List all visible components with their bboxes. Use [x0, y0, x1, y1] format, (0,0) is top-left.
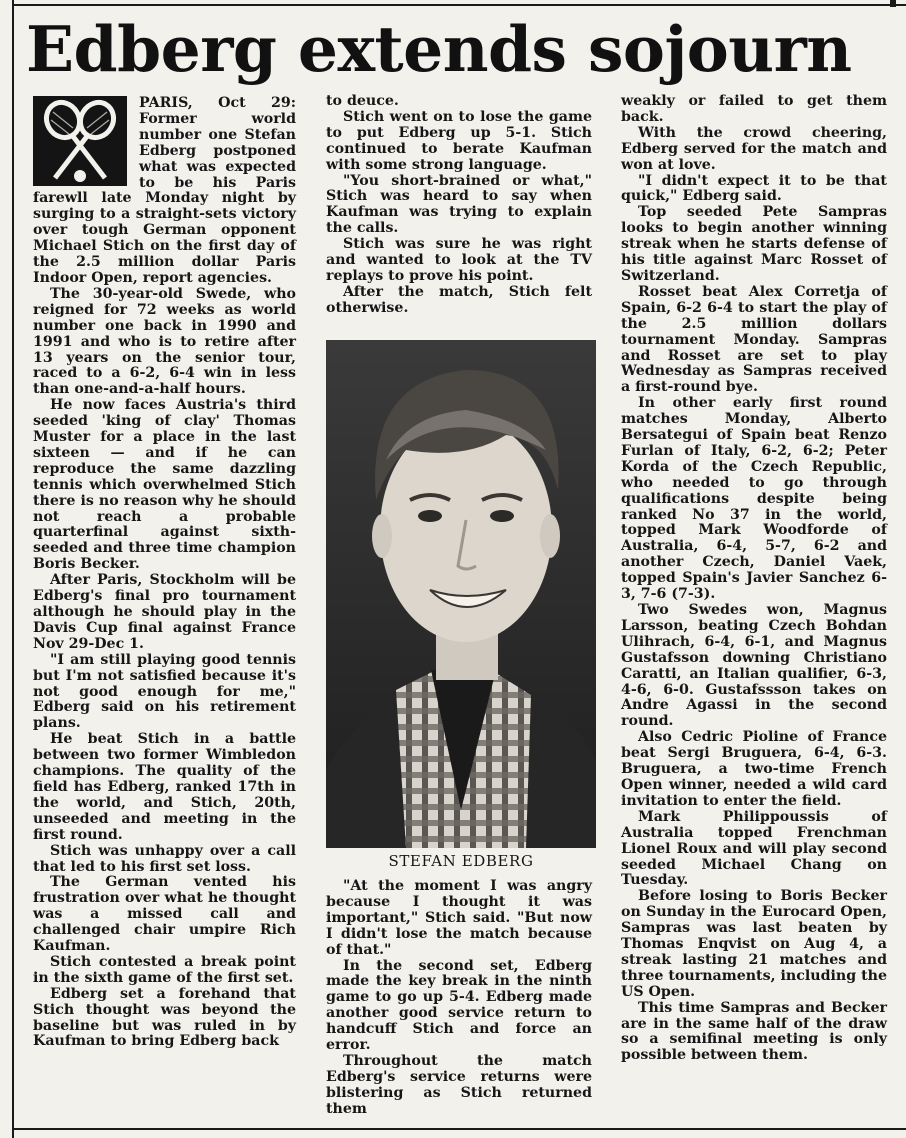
paragraph: PARIS, Oct 29: Former world number one Stefan Edberg postponed what was expected to be his Paris farewll late Monday night by surging to a straight-sets victory over tough German opponent Michael Stich on the first day of the 2.5 million dollar Paris Indoor Open, report agencies.: [33, 95, 296, 286]
paragraph: "You short-brained or what," Stich was heard to say when Kaufman was trying to explain the calls.: [326, 172, 592, 237]
paragraph: In the second set, Edberg made the key break in the ninth game to go up 5-4. Edberg made another good service return to handcuff Stich and force an error.: [326, 957, 592, 1054]
paragraph: to deuce.: [326, 93, 399, 109]
paragraph: After the match, Stich felt otherwise.: [326, 283, 592, 316]
article-column-1: [33, 96, 296, 1050]
paragraph: In other early first round matches Monday, Alberto Bersategui of Spain beat Renzo Furlan of Italy, 6-2, 6-2; Peter Korda of the Czech Republic, who needed to go through qualifications despite being ranked No 37 in the world, topped Mark Woodforde of Australia, 6-4, 5-7, 6-2 and another Czech, Daniel Vaek, topped Spain's Javier Sanchez 6-3, 7-6 (7-3).: [621, 395, 887, 603]
crossed-tennis-rackets-icon: [33, 96, 127, 186]
paragraph: Two Swedes won, Magnus Larsson, beating Czech Bohdan Ulihrach, 6-4, 6-1, and Magnus Gustafsson downing Christiano Caratti, an Italian qualifier, 6-3, 4-6, 6-0. Gustafssson takes on Andre Agassi in the second round.: [621, 602, 887, 730]
paragraph: Stich was unhappy over a call that led to his first set loss.: [33, 842, 296, 875]
paragraph: After Paris, Stockholm will be Edberg's final pro tournament although he should play in the Davis Cup final against France Nov 29-Dec 1.: [33, 572, 296, 652]
paragraph: Also Cedric Pioline of France beat Sergi Bruguera, 6-4, 6-3. Bruguera, a two-time French Open winner, needed a wild card invitation to enter the field.: [621, 729, 887, 809]
paragraph: Throughout the match Edberg's service returns were blistering as Stich returned them: [326, 1052, 592, 1117]
paragraph: This time Sampras and Becker are in the same half of the draw so a semifinal meeting is only possible between them.: [621, 999, 887, 1064]
paragraph: Stich was sure he was right and wanted to look at the TV replays to prove his point.: [326, 236, 592, 284]
article-column-2-top: [326, 94, 592, 317]
photo-caption: STEFAN EDBERG: [388, 852, 534, 870]
article-column-3: [621, 94, 887, 1064]
left-column-rule: [12, 0, 14, 1138]
paragraph: The 30-year-old Swede, who reigned for 72 weeks as world number one back in 1990 and 1991 and who is to retire after 13 years on the senior tour, raced to a 6-2, 6-4 win in less than one-and-a-half hours.: [33, 285, 296, 398]
page-edge-mark: [890, 0, 896, 7]
headline: Edberg extends sojourn: [26, 12, 852, 86]
bottom-rule: [12, 1128, 906, 1130]
paragraph: "I am still playing good tennis but I'm not satisfied because it's not good enough for me," Edberg said on his retirement plans.: [33, 651, 296, 732]
paragraph: Top seeded Pete Sampras looks to begin another winning streak when he starts defense of his title against Marc Rosset of Switzerland.: [621, 204, 887, 284]
top-rule: [12, 4, 906, 6]
paragraph: Before losing to Boris Becker on Sunday in the Eurocard Open, Sampras was last beaten by Thomas Enqvist on Aug 4, a streak lasting 21 matches and three tournaments, including the US Open.: [621, 888, 887, 1000]
paragraph: Mark Philippoussis of Australia topped Frenchman Lionel Roux and will play second seeded Michael Chang on Tuesday.: [621, 808, 887, 889]
paragraph: Stich contested a break point in the sixth game of the first set.: [33, 953, 296, 986]
paragraph: "At the moment I was angry because I thought it was important," Stich said. "But now I didn't lose the match because of that.": [326, 878, 592, 958]
paragraph: He beat Stich in a battle between two former Wimbledon champions. The quality of the field has Edberg, ranked 17th in the world, and Stich, 20th, unseeded and meeting in the first round.: [33, 731, 296, 843]
paragraph: weakly or failed to get them back.: [621, 93, 887, 125]
paragraph: The German vented his frustration over what he thought was a missed call and challenged chair umpire Rich Kaufman.: [33, 874, 296, 955]
article-column-2-bottom: [326, 879, 592, 1118]
paragraph: "I didn't expect it to be that quick," Edberg said.: [621, 172, 887, 205]
paragraph: Stich went on to lose the game to put Edberg up 5-1. Stich continued to berate Kaufman with some strong language.: [326, 108, 592, 173]
paragraph: Rosset beat Alex Corretja of Spain, 6-2 6-4 to start the play of the 2.5 million dollars tournament Monday. Sampras and Rosset are set to play Wednesday as Sampras received a first-round bye.: [621, 283, 887, 396]
player-photo: [326, 340, 596, 848]
paragraph: Edberg set a forehand that Stich thought was beyond the baseline but was ruled in by Kaufman to bring Edberg back: [33, 985, 296, 1050]
paragraph: He now faces Austria's third seeded 'king of clay' Thomas Muster for a place in the last sixteen — and if he can reproduce the same dazzling tennis which overwhelmed Stich there is no reason why he should not reach a probable quarterfinal against sixth-seeded and three time champion Boris Becker.: [33, 397, 296, 573]
paragraph: With the crowd cheering, Edberg served for the match and won at love.: [621, 124, 887, 173]
